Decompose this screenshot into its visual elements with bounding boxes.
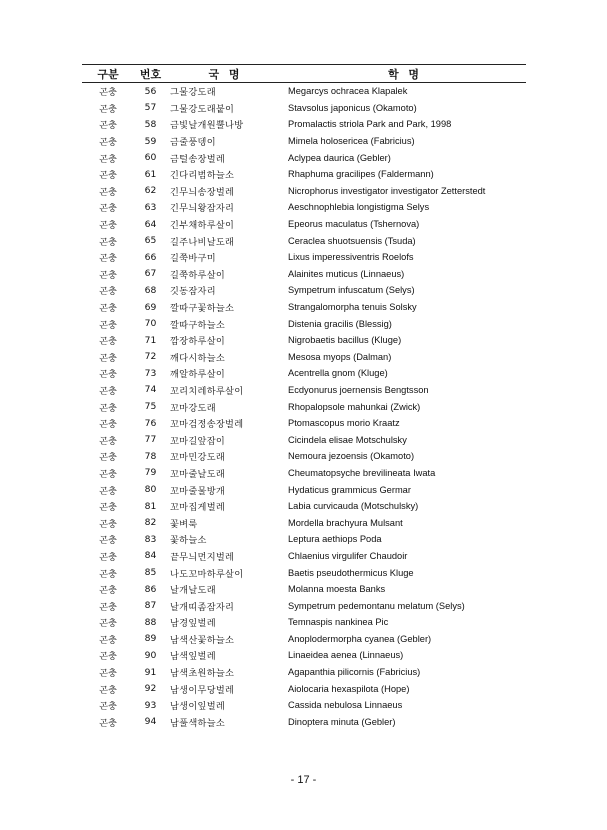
cell-scientific-name: Hydaticus grammicus Germar (288, 484, 411, 495)
cell-korean-name: 끝무늬먼지벌레 (170, 551, 235, 563)
cell-scientific-name: Acentrella gnom (Kluge) (288, 368, 388, 379)
cell-number: 81 (144, 500, 157, 512)
cell-category: 곤충 (99, 684, 117, 696)
cell-scientific-name: Temnaspis nankinea Pic (288, 617, 389, 628)
cell-korean-name: 남생이잎벌레 (170, 701, 226, 713)
cell-korean-name: 깨알하루살이 (170, 369, 226, 381)
cell-number: 60 (144, 152, 157, 164)
cell-korean-name: 꼬마강도래 (170, 402, 216, 414)
cell-scientific-name: Leptura aethiops Poda (288, 534, 382, 545)
cell-korean-name: 남색초원하늘소 (170, 668, 235, 680)
cell-scientific-name: Megarcys ochracea Klapalek (288, 86, 408, 97)
table-row (82, 382, 526, 399)
cell-number: 80 (144, 484, 157, 496)
table-row (82, 664, 526, 681)
cell-category: 곤충 (99, 435, 117, 447)
table-row (82, 166, 526, 183)
cell-korean-name: 꼬마줄물방개 (170, 485, 226, 497)
cell-korean-name: 길쭉바구미 (170, 253, 216, 265)
cell-category: 곤충 (99, 618, 117, 630)
cell-number: 68 (144, 284, 157, 296)
cell-number: 66 (144, 251, 157, 263)
cell-number: 74 (144, 384, 157, 396)
cell-korean-name: 남색산꽃하늘소 (170, 634, 235, 646)
cell-korean-name: 꼬마민강도래 (170, 452, 226, 464)
table-row (82, 116, 526, 133)
table-row (82, 714, 526, 731)
cell-category: 곤충 (99, 402, 117, 414)
table-row (82, 614, 526, 631)
cell-category: 곤충 (99, 585, 117, 597)
cell-category: 곤충 (99, 717, 117, 729)
table-row (82, 647, 526, 664)
cell-category: 곤충 (99, 452, 117, 464)
cell-number: 83 (144, 533, 157, 545)
cell-korean-name: 깨다시하늘소 (170, 352, 226, 364)
cell-category: 곤충 (99, 668, 117, 680)
cell-scientific-name: Alainites muticus (Linnaeus) (288, 268, 405, 279)
cell-korean-name: 꽃하늘소 (170, 535, 207, 547)
cell-number: 72 (144, 351, 157, 363)
cell-scientific-name: Aiolocaria hexaspilota (Hope) (288, 683, 410, 694)
cell-scientific-name: Lixus imperessiventris Roelofs (288, 252, 414, 263)
cell-number: 78 (144, 450, 157, 462)
cell-scientific-name: Ceraclea shuotsuensis (Tsuda) (288, 235, 416, 246)
cell-category: 곤충 (99, 203, 117, 215)
cell-number: 56 (144, 85, 157, 97)
cell-number: 63 (144, 201, 157, 213)
cell-scientific-name: Stavsolus japonicus (Okamoto) (288, 102, 417, 113)
cell-korean-name: 깔따구하늘소 (170, 319, 226, 331)
table-row (82, 349, 526, 366)
table-row (82, 299, 526, 316)
cell-category: 곤충 (99, 651, 117, 663)
cell-korean-name: 길쭉하루살이 (170, 269, 226, 281)
cell-category: 곤충 (99, 120, 117, 132)
cell-number: 85 (144, 567, 157, 579)
cell-scientific-name: Nigrobaetis bacillus (Kluge) (288, 335, 402, 346)
cell-scientific-name: Strangalomorpha tenuis Solsky (288, 302, 417, 313)
cell-number: 70 (144, 318, 157, 330)
cell-korean-name: 깃동잠자리 (170, 286, 216, 298)
cell-scientific-name: Anoplodermorpha cyanea (Gebler) (288, 633, 432, 644)
cell-number: 86 (144, 583, 157, 595)
cell-scientific-name: Linaeidea aenea (Linnaeus) (288, 650, 404, 661)
cell-scientific-name: Baetis pseudothermicus Kluge (288, 567, 414, 578)
cell-number: 57 (144, 102, 157, 114)
cell-korean-name: 금줄풍뎅이 (170, 137, 216, 149)
cell-category: 곤충 (99, 634, 117, 646)
cell-category: 곤충 (99, 137, 117, 149)
cell-category: 곤충 (99, 303, 117, 315)
cell-number: 76 (144, 417, 157, 429)
table-row (82, 465, 526, 482)
cell-korean-name: 금빛날개원뿔나방 (170, 120, 244, 132)
cell-scientific-name: Cassida nebulosa Linnaeus (288, 700, 403, 711)
cell-category: 곤충 (99, 419, 117, 431)
cell-scientific-name: Distenia gracilis (Blessig) (288, 318, 392, 329)
cell-scientific-name: Molanna moesta Banks (288, 584, 386, 595)
table-row (82, 431, 526, 448)
cell-category: 곤충 (99, 153, 117, 165)
table-row (82, 514, 526, 531)
table-row (82, 83, 526, 100)
cell-number: 77 (144, 434, 157, 446)
cell-number: 79 (144, 467, 157, 479)
cell-number: 82 (144, 517, 157, 529)
cell-number: 92 (144, 683, 157, 695)
table-row (82, 149, 526, 166)
cell-number: 89 (144, 633, 157, 645)
cell-number: 69 (144, 301, 157, 313)
cell-korean-name: 나도꼬마하루살이 (170, 568, 244, 580)
cell-category: 곤충 (99, 485, 117, 497)
cell-category: 곤충 (99, 369, 117, 381)
cell-korean-name: 긴무늬왕잠자리 (170, 203, 235, 215)
cell-number: 88 (144, 616, 157, 628)
cell-scientific-name: Rhopalopsole mahunkai (Zwick) (288, 401, 421, 412)
cell-number: 73 (144, 367, 157, 379)
cell-category: 곤충 (99, 236, 117, 248)
cell-number: 91 (144, 666, 157, 678)
cell-number: 65 (144, 235, 157, 247)
table-row (82, 415, 526, 432)
table-row (82, 631, 526, 648)
table-row (82, 581, 526, 598)
cell-scientific-name: Mimela holosericea (Fabricius) (288, 136, 415, 147)
cell-scientific-name: Promalactis striola Park and Park, 1998 (288, 119, 452, 130)
cell-number: 94 (144, 716, 157, 728)
cell-scientific-name: Dinoptera minuta (Gebler) (288, 716, 396, 727)
table-body (82, 83, 526, 730)
cell-category: 곤충 (99, 535, 117, 547)
cell-number: 84 (144, 550, 157, 562)
cell-korean-name: 긴무늬송장벌레 (170, 186, 235, 198)
cell-scientific-name: Cheumatopsyche brevilineata Iwata (288, 467, 436, 478)
cell-number: 59 (144, 135, 157, 147)
table-row (82, 100, 526, 117)
cell-scientific-name: Sympetrum infuscatum (Selys) (288, 285, 415, 296)
cell-number: 93 (144, 699, 157, 711)
cell-category: 곤충 (99, 518, 117, 530)
cell-korean-name: 금털송장벌레 (170, 153, 226, 165)
cell-number: 67 (144, 268, 157, 280)
cell-korean-name: 남생이무당벌레 (170, 684, 235, 696)
cell-category: 곤충 (99, 352, 117, 364)
table-header (82, 64, 526, 83)
cell-korean-name: 그물강도래붙이 (170, 103, 235, 115)
cell-korean-name: 남경잎벌레 (170, 618, 216, 630)
cell-category: 곤충 (99, 269, 117, 281)
cell-scientific-name: Ptomascopus morio Kraatz (288, 418, 400, 429)
cell-scientific-name: Agapanthia pilicornis (Fabricius) (288, 667, 421, 678)
cell-number: 58 (144, 118, 157, 130)
cell-korean-name: 깜장하루살이 (170, 336, 226, 348)
table-row (82, 183, 526, 200)
table-row (82, 597, 526, 614)
cell-category: 곤충 (99, 170, 117, 182)
cell-korean-name: 긴부채하루살이 (170, 220, 235, 232)
cell-number: 90 (144, 649, 157, 661)
cell-korean-name: 긴다리범하늘소 (170, 170, 235, 182)
cell-scientific-name: Labia curvicauda (Motschulsky) (288, 501, 419, 512)
cell-category: 곤충 (99, 186, 117, 198)
cell-number: 62 (144, 185, 157, 197)
table-row (82, 697, 526, 714)
cell-scientific-name: Nemoura jezoensis (Okamoto) (288, 451, 415, 462)
cell-korean-name: 꼬마길앞잡이 (170, 435, 226, 447)
cell-scientific-name: Chlaenius virgulifer Chaudoir (288, 550, 408, 561)
cell-korean-name: 길주나비날도래 (170, 236, 235, 248)
cell-scientific-name: Cicindela elisae Motschulsky (288, 434, 407, 445)
header-korean-name: 국 명 (208, 67, 243, 81)
table-row (82, 266, 526, 283)
cell-category: 곤충 (99, 87, 117, 99)
cell-category: 곤충 (99, 336, 117, 348)
table-row (82, 365, 526, 382)
cell-scientific-name: Ecdyonurus joernensis Bengtsson (288, 384, 429, 395)
cell-korean-name: 깔따구꽃하늘소 (170, 303, 235, 315)
cell-category: 곤충 (99, 468, 117, 480)
table-row (82, 199, 526, 216)
cell-category: 곤충 (99, 551, 117, 563)
table-row (82, 564, 526, 581)
cell-scientific-name: Mesosa myops (Dalman) (288, 351, 392, 362)
cell-category: 곤충 (99, 601, 117, 613)
cell-category: 곤충 (99, 253, 117, 265)
table-row (82, 249, 526, 266)
table-row (82, 315, 526, 332)
cell-korean-name: 꼬마집게벌레 (170, 502, 226, 514)
cell-category: 곤충 (99, 220, 117, 232)
cell-korean-name: 남색잎벌레 (170, 651, 216, 663)
page-number: - 17 - (290, 774, 317, 786)
cell-korean-name: 날개날도래 (170, 585, 216, 597)
cell-category: 곤충 (99, 385, 117, 397)
table-row (82, 232, 526, 249)
table-row (82, 398, 526, 415)
cell-korean-name: 그물강도래 (170, 87, 216, 99)
cell-scientific-name: Sympetrum pedemontanu melatum (Selys) (288, 600, 465, 611)
cell-korean-name: 날개띠좀잠자리 (170, 601, 235, 613)
table-row (82, 481, 526, 498)
cell-number: 71 (144, 334, 157, 346)
cell-number: 87 (144, 600, 157, 612)
table-row (82, 531, 526, 548)
header-scientific-name: 학 명 (387, 67, 423, 81)
cell-scientific-name: Rhaphuma gracilipes (Faldermann) (288, 169, 434, 180)
cell-korean-name: 꼬리치레하루살이 (170, 385, 244, 397)
cell-category: 곤충 (99, 701, 117, 713)
cell-scientific-name: Aclypea daurica (Gebler) (288, 152, 391, 163)
cell-category: 곤충 (99, 103, 117, 115)
cell-scientific-name: Mordella brachyura Mulsant (288, 517, 403, 528)
cell-category: 곤충 (99, 568, 117, 580)
cell-number: 64 (144, 218, 157, 230)
table-row (82, 282, 526, 299)
cell-category: 곤충 (99, 319, 117, 331)
cell-korean-name: 꽃벼룩 (170, 518, 198, 530)
cell-category: 곤충 (99, 286, 117, 298)
table-row (82, 548, 526, 565)
table-row (82, 448, 526, 465)
header-number: 번호 (139, 67, 162, 81)
table-row (82, 216, 526, 233)
table-row (82, 680, 526, 697)
cell-korean-name: 꼬마줄날도래 (170, 468, 226, 480)
table-row (82, 498, 526, 515)
cell-number: 75 (144, 401, 157, 413)
cell-korean-name: 꼬마검정송장벌레 (170, 419, 244, 431)
cell-scientific-name: Epeorus maculatus (Tshernova) (288, 219, 420, 230)
species-table (82, 64, 526, 730)
table-row (82, 133, 526, 150)
cell-number: 61 (144, 168, 157, 180)
table-row (82, 332, 526, 349)
cell-category: 곤충 (99, 502, 117, 514)
cell-scientific-name: Nicrophorus investigator investigator Zetterstedt (288, 185, 486, 196)
cell-scientific-name: Aeschnophlebia longistigma Selys (288, 202, 430, 213)
cell-korean-name: 남풀색하늘소 (170, 717, 226, 729)
header-category: 구분 (97, 67, 119, 81)
